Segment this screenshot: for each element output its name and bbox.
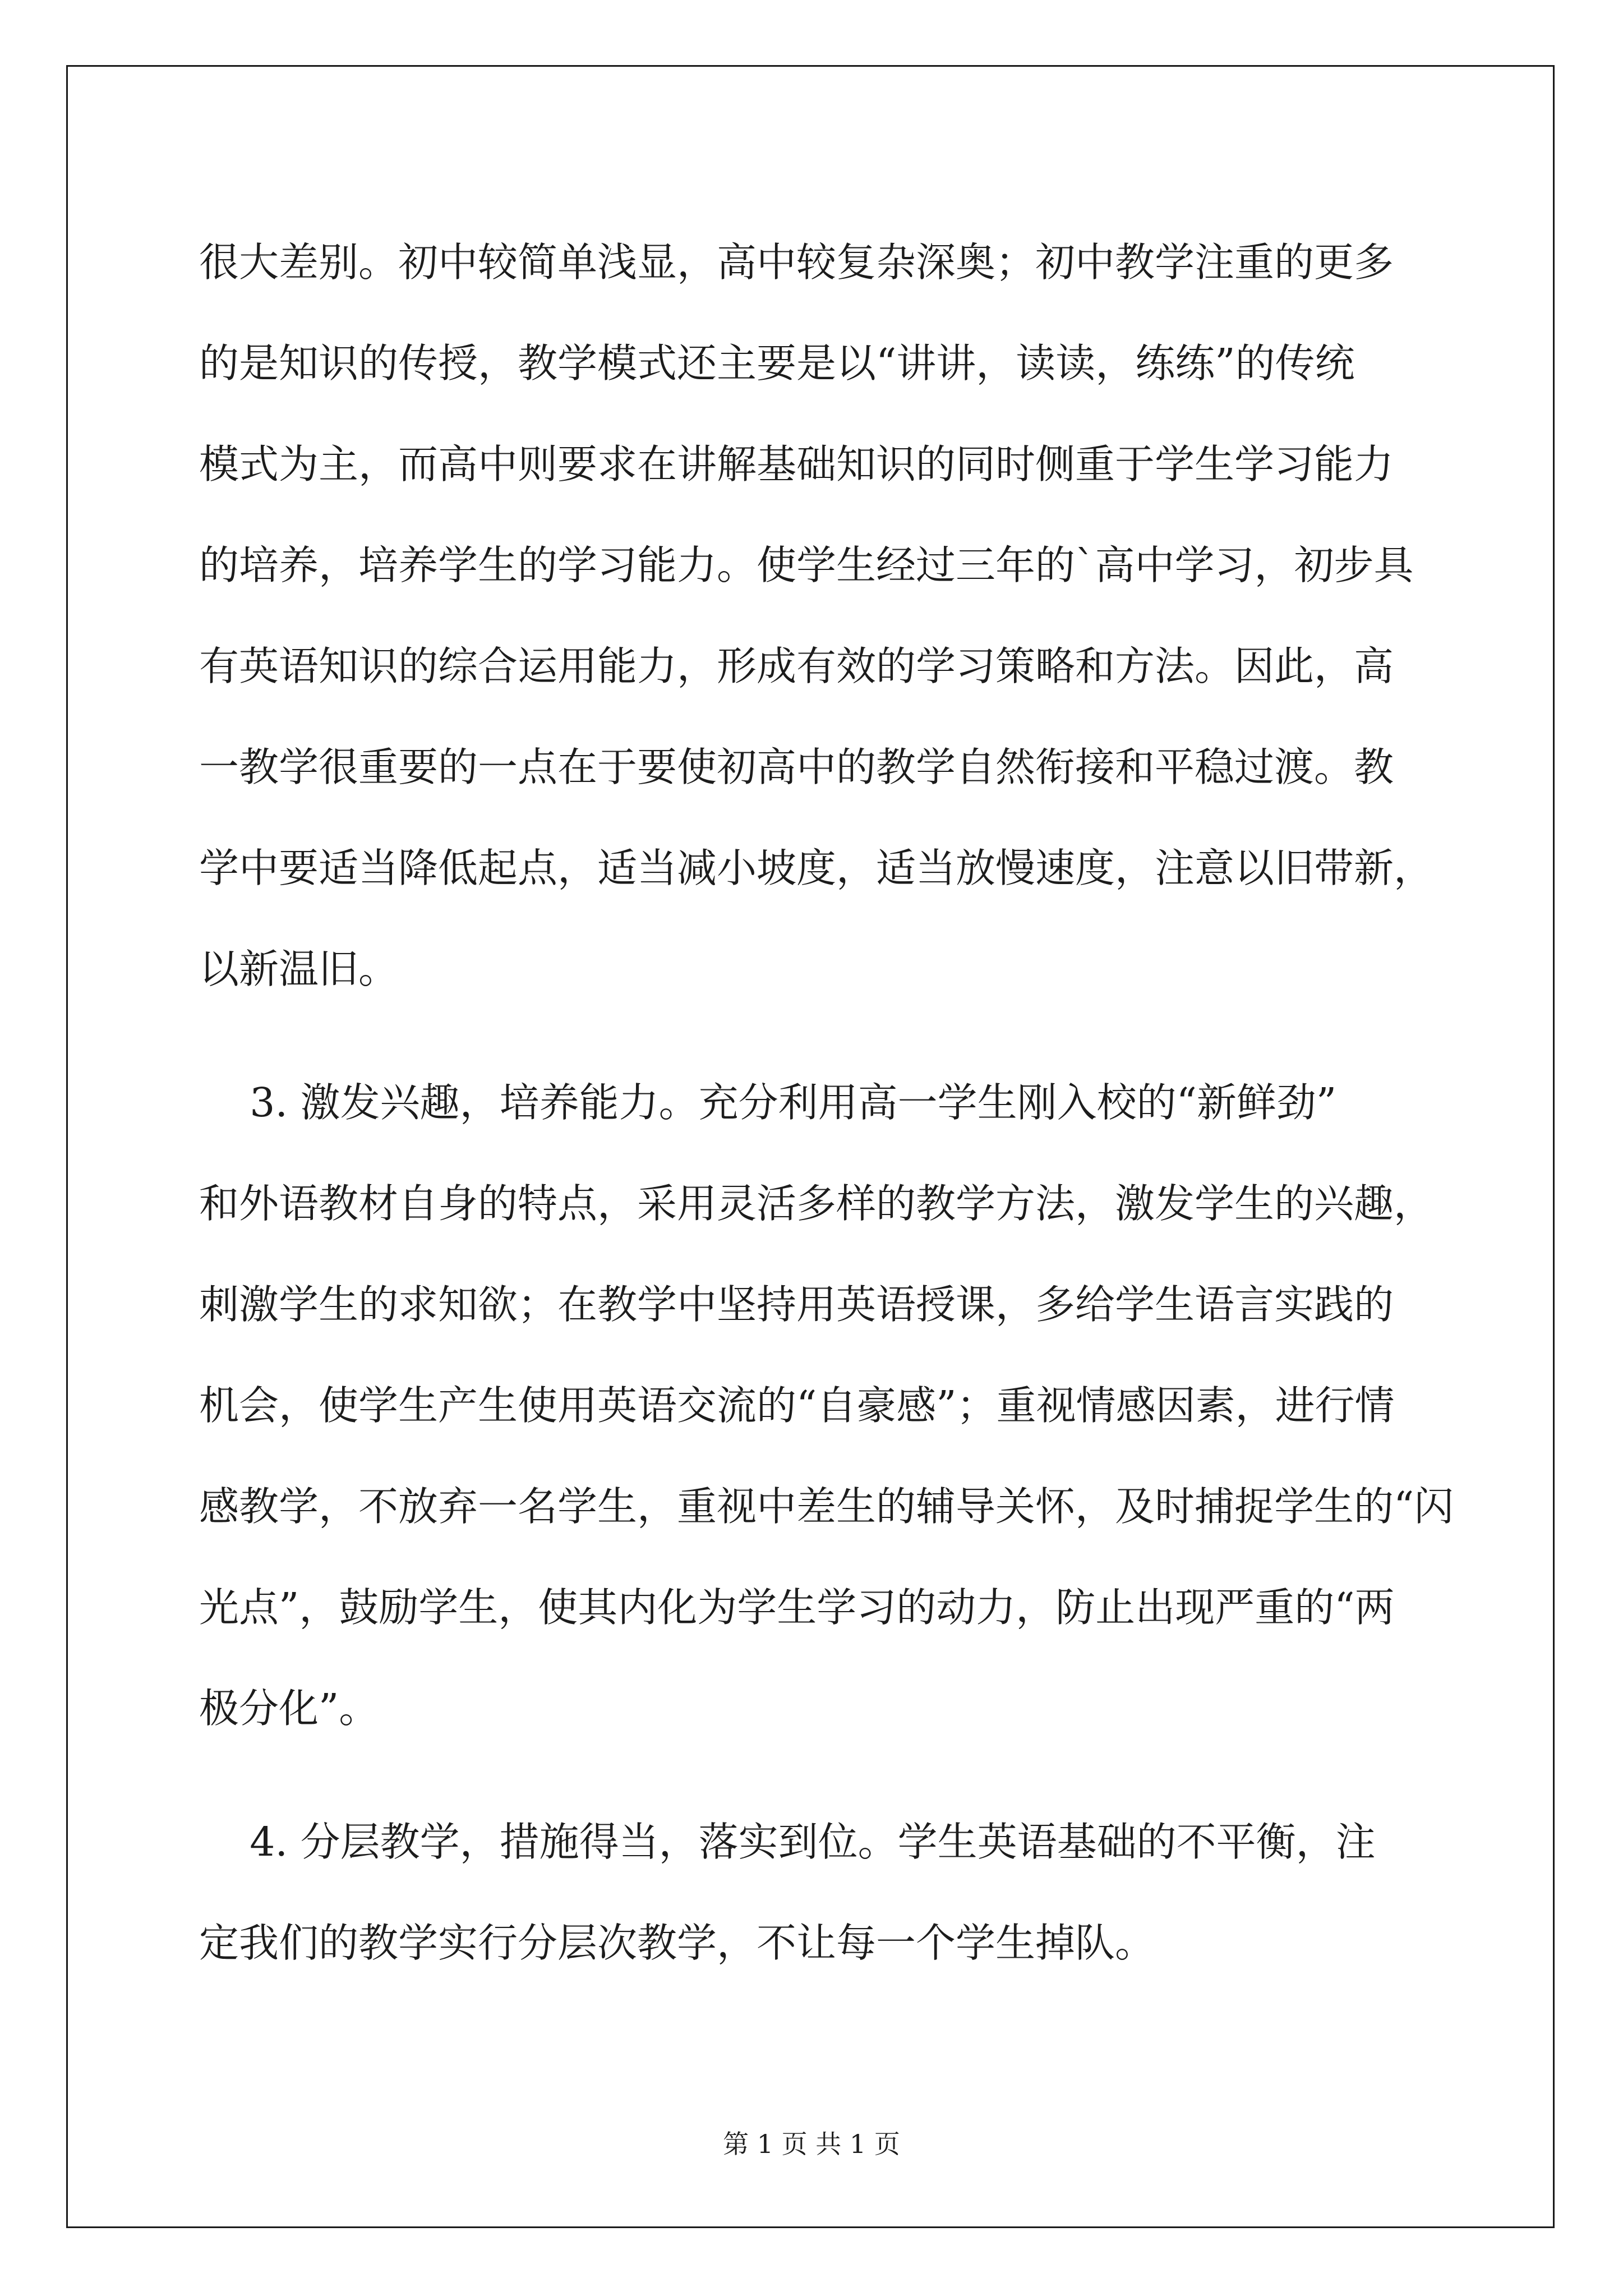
text-line: 一教学很重要的一点在于要使初高中的教学自然衔接和平稳过渡。教 [199, 744, 1394, 790]
text-line: 很大差别。初中较简单浅显，高中较复杂深奥；初中教学注重的更多 [199, 239, 1394, 286]
text-line: 以新温旧。 [199, 946, 399, 992]
text-line: 的培养，培养学生的学习能力。使学生经过三年的`高中学习，初步具 [199, 542, 1414, 588]
text-line: 机会，使学生产生使用英语交流的“自豪感”；重视情感因素，进行情 [199, 1382, 1395, 1429]
text-line: 定我们的教学实行分层次教学，不让每一个学生掉队。 [199, 1920, 1155, 1966]
paragraph-spacer [199, 1020, 1433, 1052]
text-line: 4. 分层教学，措施得当，落实到位。学生英语基础的不平衡，注 [199, 1819, 1376, 1865]
text-line: 感教学，不放弃一名学生，重视中差生的辅导关怀，及时捕捉学生的“闪 [199, 1483, 1454, 1530]
text-line: 有英语知识的综合运用能力，形成有效的学习策略和方法。因此，高 [199, 643, 1394, 689]
paragraph-1 [199, 212, 1433, 1020]
text-line: 学中要适当降低起点，适当减小坡度，适当放慢速度，注意以旧带新， [199, 845, 1434, 891]
text-line: 和外语教材自身的特点，采用灵活多样的教学方法，激发学生的兴趣， [199, 1180, 1434, 1227]
paragraph-2 [199, 1052, 1454, 1759]
document-body [199, 212, 1454, 1994]
page-number-footer: 第 1 页 共 1 页 [723, 2129, 900, 2159]
paragraph-spacer [199, 1759, 1433, 1792]
text-line: 3. 激发兴趣，培养能力。充分利用高一学生刚入校的“新鲜劲” [199, 1079, 1337, 1126]
text-line: 模式为主，而高中则要求在讲解基础知识的同时侧重于学生学习能力 [199, 441, 1394, 487]
paragraph-3 [199, 1792, 1433, 1994]
text-line: 的是知识的传授，教学模式还主要是以“讲讲，读读，练练”的传统 [199, 340, 1355, 386]
text-line: 光点”，鼓励学生，使其内化为学生学习的动力，防止出现严重的“两 [199, 1584, 1395, 1631]
text-line: 极分化”。 [199, 1685, 379, 1732]
text-line: 刺激学生的求知欲；在教学中坚持用英语授课，多给学生语言实践的 [199, 1281, 1394, 1328]
